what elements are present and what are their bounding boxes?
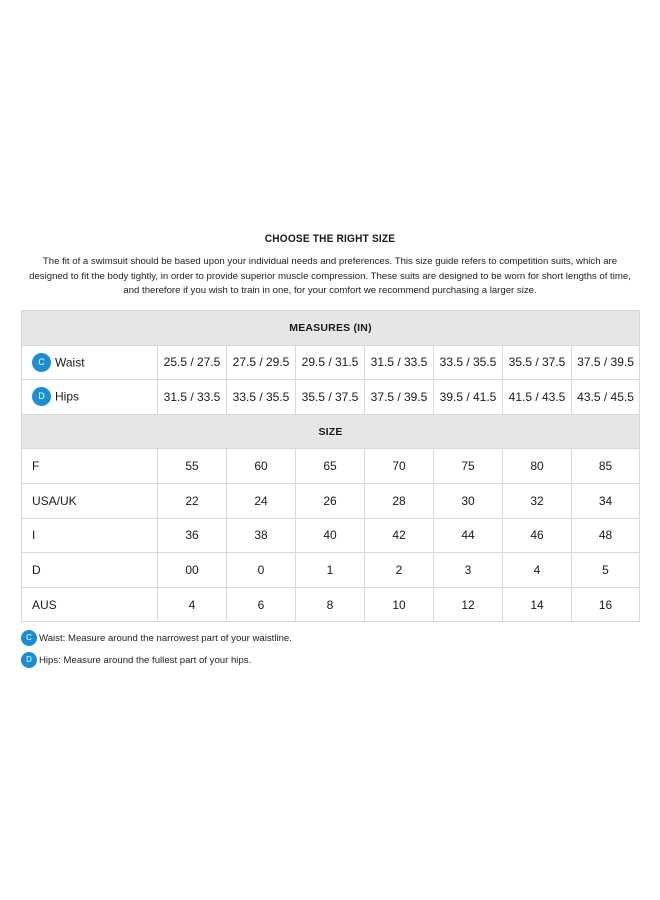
table-cell: 29.5 / 31.5 (296, 345, 365, 380)
table-cell: 27.5 / 29.5 (227, 345, 296, 380)
waist-note-text: Waist: Measure around the narrowest part of your waistline. (39, 632, 292, 644)
waist-label-cell (22, 345, 158, 380)
table-cell: 75 (434, 449, 503, 484)
table-cell: 1 (296, 553, 365, 588)
table-cell: 30 (434, 483, 503, 518)
table-cell: 26 (296, 483, 365, 518)
table-row (22, 518, 640, 553)
table-cell: 37.5 / 39.5 (572, 345, 640, 380)
table-cell: 32 (503, 483, 572, 518)
table-cell: 0 (227, 553, 296, 588)
table-cell: 14 (503, 587, 572, 622)
row-label: D (22, 553, 158, 588)
table-cell: 12 (434, 587, 503, 622)
table-cell: 24 (227, 483, 296, 518)
page-title: CHOOSE THE RIGHT SIZE (264, 233, 396, 245)
table-row (22, 553, 640, 588)
waist-badge-icon: C (32, 353, 51, 372)
table-cell: 22 (158, 483, 227, 518)
table-cell: 34 (572, 483, 640, 518)
intro-paragraph: The fit of a swimsuit should be based upon your individual needs and preferences. This size guide refers to competition suits, which are designed to fit the body tightly, in order to provide superior muscle compression. These suits are designed to be worn for short lengths of time, and therefore if you wish to train in one, for your comfort we recommend purchasing a larger size. (29, 256, 631, 297)
measures-header-row (22, 311, 640, 346)
table-cell: 4 (158, 587, 227, 622)
table-cell: 40 (296, 518, 365, 553)
hips-badge-icon: D (32, 387, 51, 406)
table-cell: 10 (365, 587, 434, 622)
hips-note-badge-icon: D (21, 652, 37, 668)
table-row (22, 587, 640, 622)
table-row (22, 483, 640, 518)
table-cell: 16 (572, 587, 640, 622)
table-cell: 44 (434, 518, 503, 553)
row-label: AUS (22, 587, 158, 622)
waist-note (21, 630, 292, 646)
row-label: I (22, 518, 158, 553)
table-cell: 35.5 / 37.5 (296, 380, 365, 415)
table-cell: 70 (365, 449, 434, 484)
table-cell: 41.5 / 43.5 (503, 380, 572, 415)
row-label: F (22, 449, 158, 484)
row-label: Hips (55, 389, 80, 404)
table-cell: 36 (158, 518, 227, 553)
table-cell: 48 (572, 518, 640, 553)
table-cell: 33.5 / 35.5 (434, 345, 503, 380)
table-cell: 25.5 / 27.5 (158, 345, 227, 380)
size-header: SIZE (22, 414, 640, 449)
size-header-row (22, 414, 640, 449)
table-cell: 55 (158, 449, 227, 484)
table-cell: 33.5 / 35.5 (227, 380, 296, 415)
row-label: USA/UK (22, 483, 158, 518)
hips-note (21, 652, 251, 668)
hips-note-text: Hips: Measure around the fullest part of your hips. (39, 654, 252, 666)
hips-label-cell (22, 380, 158, 415)
table-cell: 85 (572, 449, 640, 484)
table-cell: 3 (434, 553, 503, 588)
size-table (21, 310, 640, 622)
table-cell: 31.5 / 33.5 (158, 380, 227, 415)
table-cell: 31.5 / 33.5 (365, 345, 434, 380)
table-cell: 8 (296, 587, 365, 622)
table-cell: 80 (503, 449, 572, 484)
table-row (22, 345, 640, 380)
table-cell: 39.5 / 41.5 (434, 380, 503, 415)
table-cell: 35.5 / 37.5 (503, 345, 572, 380)
table-cell: 46 (503, 518, 572, 553)
table-cell: 38 (227, 518, 296, 553)
row-label: Waist (55, 355, 85, 370)
table-cell: 5 (572, 553, 640, 588)
table-cell: 4 (503, 553, 572, 588)
table-cell: 2 (365, 553, 434, 588)
table-row (22, 449, 640, 484)
table-cell: 28 (365, 483, 434, 518)
table-row (22, 380, 640, 415)
table-cell: 60 (227, 449, 296, 484)
table-cell: 00 (158, 553, 227, 588)
table-cell: 65 (296, 449, 365, 484)
measures-header: MEASURES (IN) (22, 311, 640, 346)
table-cell: 37.5 / 39.5 (365, 380, 434, 415)
waist-note-badge-icon: C (21, 630, 37, 646)
table-cell: 43.5 / 45.5 (572, 380, 640, 415)
table-cell: 6 (227, 587, 296, 622)
table-cell: 42 (365, 518, 434, 553)
